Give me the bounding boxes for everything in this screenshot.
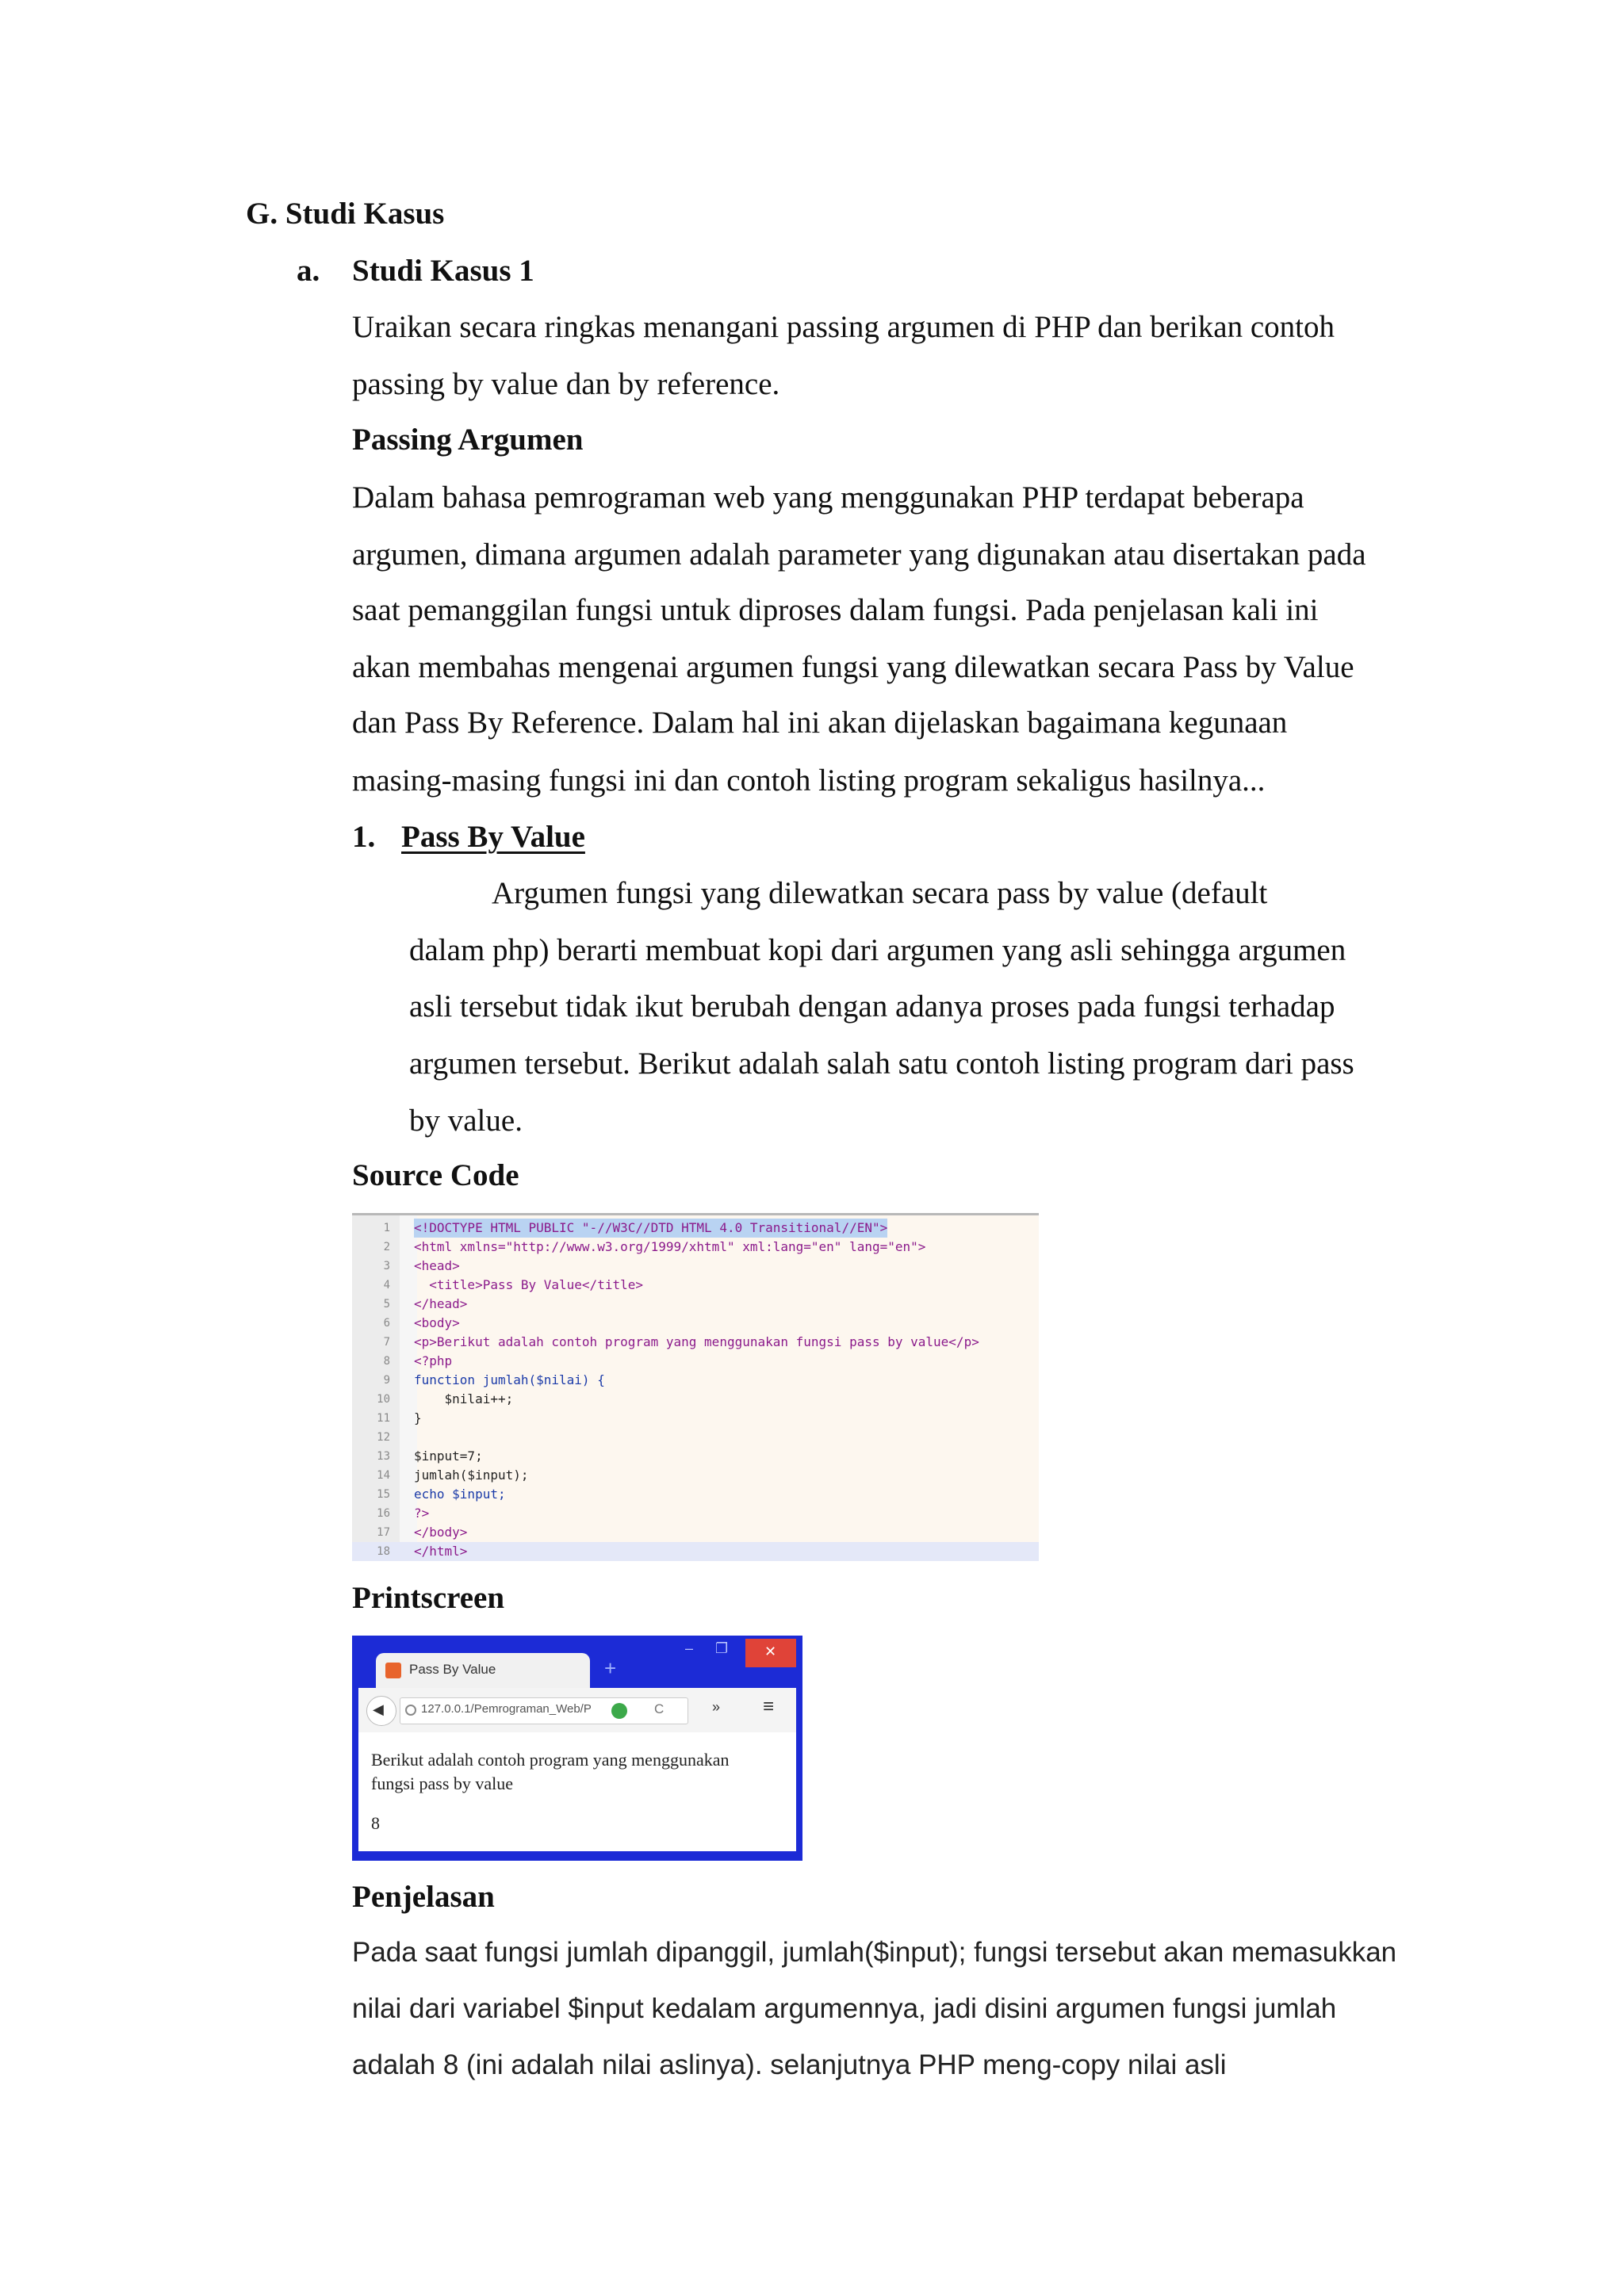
- case-intro-line: passing by value dan by reference.: [352, 367, 780, 401]
- overflow-icon[interactable]: »: [712, 1699, 721, 1715]
- code-line-number: 12: [377, 1431, 390, 1444]
- code-line: [352, 1523, 1039, 1542]
- passing-line: saat pemanggilan fungsi untuk diproses dalam fungsi. Pada penjelasan kali ini: [352, 593, 1319, 627]
- code-line: [352, 1257, 1039, 1276]
- code-line-text: <?php: [414, 1353, 453, 1368]
- passing-line: masing-masing fungsi ini dan contoh listing program sekaligus hasilnya...: [352, 763, 1266, 798]
- code-line: [352, 1466, 1039, 1485]
- page-paragraph-line: fungsi pass by value: [371, 1774, 514, 1793]
- code-line: [352, 1504, 1039, 1523]
- pbv-line: asli tersebut tidak ikut berubah dengan adanya proses pada fungsi terhadap: [409, 989, 1335, 1024]
- code-line-text: </body>: [414, 1525, 468, 1540]
- code-line-text: <title>Pass By Value</title>: [414, 1277, 643, 1292]
- code-line-number: 11: [377, 1412, 390, 1425]
- code-line-text: <p>Berikut adalah contoh program yang menggunakan fungsi pass by value</p>: [414, 1334, 979, 1349]
- site-info-icon: [405, 1705, 416, 1716]
- close-button[interactable]: [745, 1639, 796, 1667]
- code-line-number: 3: [383, 1260, 390, 1272]
- penjelasan-line: Pada saat fungsi jumlah dipanggil, jumlah($input); fungsi tersebut akan memasukkan: [352, 1937, 1397, 1968]
- passing-line: argumen, dimana argumen adalah parameter yang digunakan atau disertakan pada: [352, 538, 1366, 572]
- pbv-line: dalam php) berarti membuat kopi dari argumen yang asli sehingga argumen: [409, 933, 1346, 967]
- code-line-number: 18: [377, 1545, 390, 1558]
- code-line-text: <body>: [414, 1315, 460, 1330]
- passing-line: dan Pass By Reference. Dalam hal ini akan dijelaskan bagaimana kegunaan: [352, 706, 1288, 740]
- close-icon: ✕: [764, 1644, 777, 1659]
- browser-tab[interactable]: [376, 1653, 590, 1688]
- code-line: [352, 1276, 1039, 1295]
- penjelasan-line: adalah 8 (ini adalah nilai aslinya). selanjutnya PHP meng-copy nilai asli: [352, 2049, 1227, 2080]
- code-line-number: 4: [383, 1279, 390, 1292]
- pbv-number: 1.: [352, 820, 376, 854]
- printscreen-heading: Printscreen: [352, 1581, 505, 1615]
- penjelasan-heading: Penjelasan: [352, 1880, 495, 1914]
- code-line-number: 6: [383, 1317, 390, 1330]
- code-line: [352, 1352, 1039, 1371]
- passing-heading: Passing Argumen: [352, 423, 584, 457]
- section-heading: G. Studi Kasus: [246, 197, 445, 231]
- browser-tab-title: Pass By Value: [409, 1662, 496, 1677]
- address-bar[interactable]: [400, 1697, 688, 1724]
- code-line: [352, 1409, 1039, 1428]
- code-line: [352, 1295, 1039, 1314]
- code-line-text: echo $input;: [414, 1487, 506, 1502]
- code-line-number: 14: [377, 1469, 390, 1482]
- source-code-heading: Source Code: [352, 1158, 519, 1192]
- code-line: [352, 1333, 1039, 1352]
- pbv-line: Argumen fungsi yang dilewatkan secara pass by value (default: [492, 876, 1268, 910]
- browser-page-content: [358, 1732, 796, 1851]
- code-line-text: jumlah($input);: [414, 1468, 529, 1483]
- case-marker: a.: [297, 254, 320, 288]
- code-line: [352, 1485, 1039, 1504]
- code-line-number: 8: [383, 1355, 390, 1368]
- code-line-number: 15: [377, 1488, 390, 1501]
- code-line-number: 10: [377, 1393, 390, 1406]
- reload-icon[interactable]: C: [654, 1701, 665, 1716]
- code-line-number: 16: [377, 1507, 390, 1520]
- code-line: [352, 1390, 1039, 1409]
- code-line-number: 5: [383, 1298, 390, 1311]
- case-title: Studi Kasus 1: [352, 254, 534, 288]
- code-line-text: <html xmlns="http://www.w3.org/1999/xhtml" xml:lang="en" lang="en">: [414, 1239, 926, 1254]
- back-button[interactable]: [366, 1696, 396, 1726]
- code-line-number: 17: [377, 1526, 390, 1539]
- code-line-text: <!DOCTYPE HTML PUBLIC "-//W3C//DTD HTML 4.0 Transitional//EN">: [414, 1219, 887, 1238]
- pbv-line: argumen tersebut. Berikut adalah salah satu contoh listing program dari pass: [409, 1047, 1354, 1081]
- verified-check-icon: [611, 1703, 627, 1719]
- page-favicon-icon: [385, 1663, 401, 1678]
- case-intro-line: Uraikan secara ringkas menangani passing argumen di PHP dan berikan contoh: [352, 310, 1335, 344]
- page-paragraph-line: Berikut adalah contoh program yang menggunakan: [371, 1750, 730, 1770]
- code-line: [352, 1238, 1039, 1257]
- maximize-icon[interactable]: ❐: [715, 1640, 729, 1656]
- menu-icon[interactable]: ≡: [763, 1696, 775, 1717]
- new-tab-icon[interactable]: +: [604, 1656, 617, 1680]
- code-line: [352, 1219, 1039, 1238]
- browser-screenshot: [352, 1636, 802, 1861]
- passing-line: akan membahas mengenai argumen fungsi yang dilewatkan secara Pass by Value: [352, 650, 1354, 684]
- source-code-screenshot: [352, 1213, 1039, 1561]
- pbv-line: by value.: [409, 1104, 523, 1138]
- code-line-text: <head>: [414, 1258, 460, 1273]
- code-line-text: ?>: [414, 1506, 430, 1521]
- code-line: [352, 1314, 1039, 1333]
- code-line-text: }: [414, 1410, 422, 1425]
- code-line-text: function jumlah($nilai) {: [414, 1372, 605, 1387]
- minimize-icon[interactable]: –: [685, 1640, 694, 1656]
- pbv-title: Pass By Value: [401, 820, 585, 854]
- code-line-text: $nilai++;: [414, 1391, 514, 1406]
- address-url: 127.0.0.1/Pemrograman_Web/P: [421, 1702, 592, 1716]
- passing-line: Dalam bahasa pemrograman web yang menggunakan PHP terdapat beberapa: [352, 480, 1304, 515]
- back-arrow-icon: ◀: [373, 1701, 384, 1717]
- code-line: [352, 1447, 1039, 1466]
- page-output: 8: [371, 1813, 380, 1833]
- browser-toolbar: [358, 1688, 796, 1733]
- penjelasan-line: nilai dari variabel $input kedalam argumennya, jadi disini argumen fungsi jumlah: [352, 1993, 1337, 2024]
- code-line-text: </html>: [414, 1544, 468, 1559]
- code-line-number: 13: [377, 1450, 390, 1463]
- code-line: [352, 1542, 1039, 1561]
- code-line-text: $input=7;: [414, 1448, 483, 1464]
- code-line: [352, 1371, 1039, 1390]
- code-line-number: 2: [383, 1241, 390, 1253]
- code-line-number: 7: [383, 1336, 390, 1349]
- code-line-number: 1: [383, 1222, 390, 1234]
- code-line: [352, 1428, 1039, 1447]
- code-line-number: 9: [383, 1374, 390, 1387]
- code-line-text: </head>: [414, 1296, 468, 1311]
